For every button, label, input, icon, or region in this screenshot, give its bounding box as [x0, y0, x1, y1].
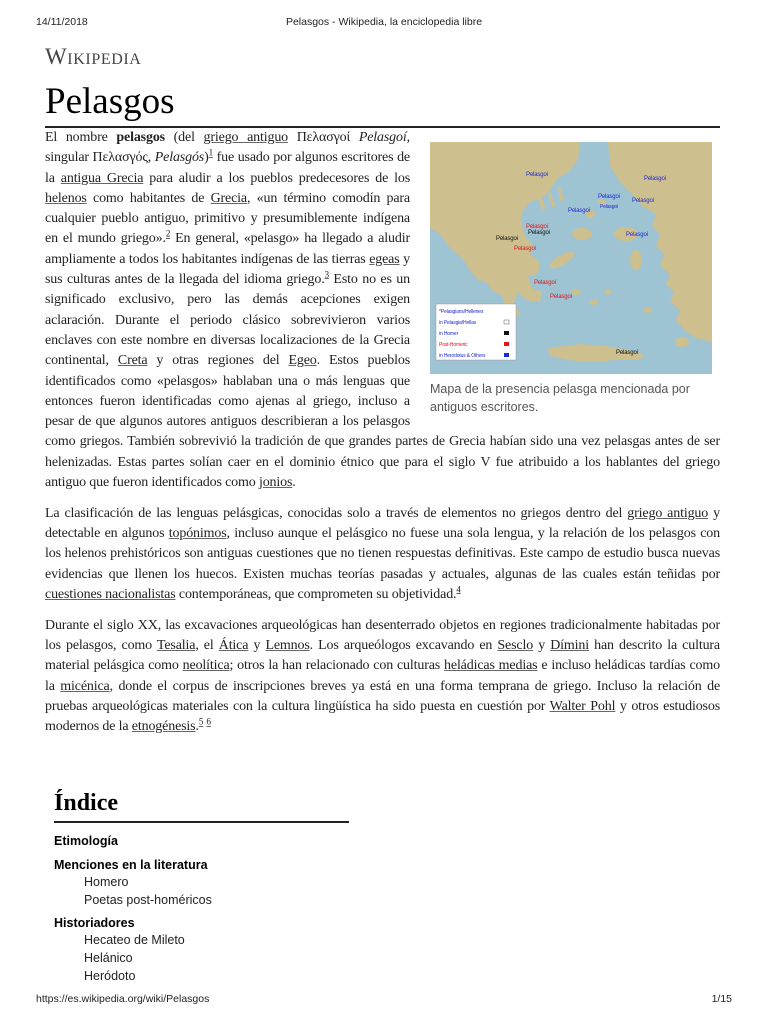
print-header	[36, 16, 732, 30]
map-label: Pelasgoi	[514, 246, 536, 252]
text: Πελασγοί	[288, 130, 359, 145]
link-grecia[interactable]: Grecia	[210, 190, 247, 206]
reference-link[interactable]: 3	[324, 269, 329, 280]
chios-island	[630, 250, 642, 270]
legend-row: Post-Homeric	[439, 342, 468, 348]
text: para aludir a los pueblos predecesores de los	[143, 170, 411, 186]
text: .	[292, 475, 296, 491]
map-label: Pelasgoi	[626, 232, 648, 238]
text: , el	[195, 638, 219, 654]
text: fue usado por algunos escritores de la	[45, 150, 410, 186]
text: ; otros la han relacionado con culturas	[229, 658, 445, 674]
text: contemporáneas, que comprometen su objetividad.	[175, 587, 457, 603]
link-jonios[interactable]: jonios	[258, 475, 293, 491]
text: y otras regiones del	[147, 353, 289, 369]
map-label: Pelasgoi	[550, 294, 572, 300]
text: .	[195, 719, 199, 735]
link-creta[interactable]: Creta	[117, 353, 148, 369]
article-body	[45, 128, 720, 748]
text: . Los arqueólogos excavando en	[309, 638, 498, 654]
text: y sus culturas antes de la llegada del idioma griego.	[45, 251, 410, 288]
link-sesclo[interactable]: Sesclo	[497, 638, 534, 654]
legend-row: in Pelasgia/Hellas	[439, 320, 477, 326]
table-of-contents	[54, 790, 354, 985]
link-helenos[interactable]: helenos	[45, 190, 87, 206]
reference-link[interactable]: 4	[456, 584, 461, 595]
text: e incluso heládicas tardías como la	[45, 658, 720, 694]
term-bold: pelasgos	[116, 130, 165, 145]
rhodes-island	[675, 337, 689, 347]
page-number: 1/15	[711, 993, 732, 1005]
legend-row: in Homer	[439, 331, 459, 337]
print-footer	[36, 993, 732, 1007]
reference-link[interactable]: 2	[165, 228, 171, 239]
cyclades-island-2	[590, 299, 598, 305]
text: El nombre	[45, 130, 117, 145]
reference-link[interactable]: 5	[198, 716, 204, 727]
link-atica[interactable]: Ática	[218, 638, 249, 654]
toc-item-historiadores[interactable]: Historiadores	[54, 916, 135, 930]
print-title: Pelasgos - Wikipedia, la enciclopedia libre	[285, 16, 483, 28]
text: , singular Πελασγός,	[45, 130, 410, 166]
link-micenica[interactable]: micénica	[60, 678, 110, 694]
legend-row: in Herodotus & Others	[439, 353, 486, 359]
dodecanese-island	[644, 307, 652, 313]
text: y otros estudiosos modernos de la	[45, 699, 720, 735]
print-date: 14/11/2018	[36, 16, 88, 28]
map-figure	[430, 142, 720, 416]
cyclades-island-1	[571, 289, 581, 295]
map-label: Pelasgoi	[616, 350, 638, 356]
map-label: Pelasgoi	[568, 208, 590, 214]
link-cuestiones-nacionalistas[interactable]: cuestiones nacionalistas	[45, 587, 176, 603]
toc-subitem-hecateo[interactable]: Hecateo de Mileto	[84, 933, 185, 947]
link-heladicas-medias[interactable]: heládicas medias	[444, 658, 538, 674]
map-legend	[436, 304, 516, 360]
toc-subitem-helanico[interactable]: Helánico	[84, 951, 133, 965]
lesbos-island	[572, 228, 592, 240]
map-label: Pelasgoi	[598, 194, 620, 200]
link-tesalia[interactable]: Tesalia	[156, 638, 196, 654]
text: y	[248, 638, 266, 654]
term-italic: Pelasgós	[154, 150, 205, 166]
link-egeas[interactable]: egeas	[369, 251, 400, 267]
text: La clasificación de las lenguas pelásgicas, conocidas solo a través de elementos no griegos dentro del	[45, 505, 628, 521]
text: , «un término comodín para cualquier pueblo antiguo, primitivo y presumiblemente indígena en el mundo griego».	[45, 190, 410, 247]
toc-item-menciones[interactable]: Menciones en la literatura	[54, 858, 208, 872]
toc-subitem-poetas[interactable]: Poetas post-homéricos	[84, 893, 212, 907]
text: )	[204, 150, 209, 166]
link-toponimos[interactable]: topónimos	[168, 526, 227, 542]
text: En general, «pelasgo» ha llegado a aludir ampliamente a todos los habitantes indígenas de las tierras	[45, 231, 410, 267]
text: y	[533, 638, 551, 654]
wikipedia-logo[interactable]: Wikipedia	[45, 44, 142, 69]
map-caption: Mapa de la presencia pelasga mencionada por antiguos escritores.	[430, 382, 690, 414]
map-label: Pelasgoi	[526, 172, 548, 178]
map-label: Pelasgoi	[534, 280, 556, 286]
text: han descrito la cultura material pelásgica como	[45, 638, 720, 674]
text: Durante el siglo XX, las excavaciones arqueológicas han desenterrado objetos en regiones tradicionalmente habitadas por los pelasgos, como	[45, 617, 720, 654]
text: . Estos pueblos identificados como «pelasgos» hablaban una o más lenguas que entonces fueron identificadas como ajenas al griego, incluso a pesar de que algunos autores antiguos describieran a los pelasgos como griegos. También sobrevivió la tradición de que grandes partes de Grecia habían sido una vez pelasgas antes de ser helenizadas. Estas partes solían caer en el dominio étnico que para el siglo V fue atribuido a los hablantes del griego antiguo que fueron identificados como	[45, 353, 720, 491]
text: y detectable en algunos	[45, 505, 720, 542]
toc-subitem-herodoto[interactable]: Heródoto	[84, 969, 136, 983]
page-title: Pelasgos	[45, 80, 720, 128]
link-antigua-grecia[interactable]: antigua Grecia	[60, 170, 144, 186]
text: como habitantes de	[86, 190, 211, 206]
text: , donde el corpus de inscripciones breves ya está en una forma temprana de griego. Incluso la relación de pruebas arqueológicas materiales con la cultura lingüística ha sido puesta en cuestión por	[45, 678, 721, 715]
link-egeo[interactable]: Egeo	[288, 353, 317, 369]
map-label: Pelasgoi	[528, 230, 550, 236]
cyclades-island-3	[604, 290, 612, 295]
toc-title: Índice	[54, 790, 349, 823]
toc-item-etimologia[interactable]: Etimología	[54, 834, 118, 848]
legend-title: *Pelasgians/Hellenes	[439, 309, 484, 315]
map-label: Pelasgoi	[644, 176, 666, 182]
text: Esto no es un significado exclusivo, pero las demás acepciones exigen aclaración. Durante el periodo clásico sobrevivieron varios enclaves con este nombre en diversas localizaciones de la Grecia continental,	[45, 272, 410, 369]
link-griego-antiguo[interactable]: griego antiguo	[627, 505, 709, 521]
map-label: Pelasgoi	[496, 236, 518, 242]
link-neolitica[interactable]: neolítica	[182, 658, 230, 674]
link-dimini[interactable]: Dímini	[550, 638, 589, 654]
term-italic: Pelasgoí	[358, 130, 407, 145]
text: (del	[164, 130, 204, 145]
print-url: https://es.wikipedia.org/wiki/Pelasgos	[36, 993, 210, 1005]
map-label: Pelasgoi	[600, 204, 618, 210]
paragraph-3	[45, 616, 720, 738]
reference-link[interactable]: 6	[206, 716, 211, 727]
map-label: Pelasgoi	[526, 224, 548, 230]
link-griego-antiguo[interactable]: griego antiguo	[203, 130, 289, 145]
link-etnogenesis[interactable]: etnogénesis	[131, 719, 196, 735]
pelasgian-map[interactable]	[430, 142, 712, 374]
link-walter-pohl[interactable]: Walter Pohl	[549, 699, 616, 715]
toc-subitem-homero[interactable]: Homero	[84, 875, 129, 889]
reference-link[interactable]: 1	[208, 147, 213, 158]
paragraph-2	[45, 504, 720, 605]
text: , incluso aunque el pelásgico no fuese una sola lengua, y la relación de los pelasgos con los helenos prehistóricos son antiguas cuestiones que no tienen respuestas definitivas. Este campo de estudio busca nuevas evidencias que llenen los huecos. Existen muchas teorías pasadas y actuales, algunas de las cuales están teñidas por	[45, 526, 720, 582]
map-label: Pelasgoi	[632, 198, 654, 204]
link-lemnos[interactable]: Lemnos	[265, 638, 310, 654]
